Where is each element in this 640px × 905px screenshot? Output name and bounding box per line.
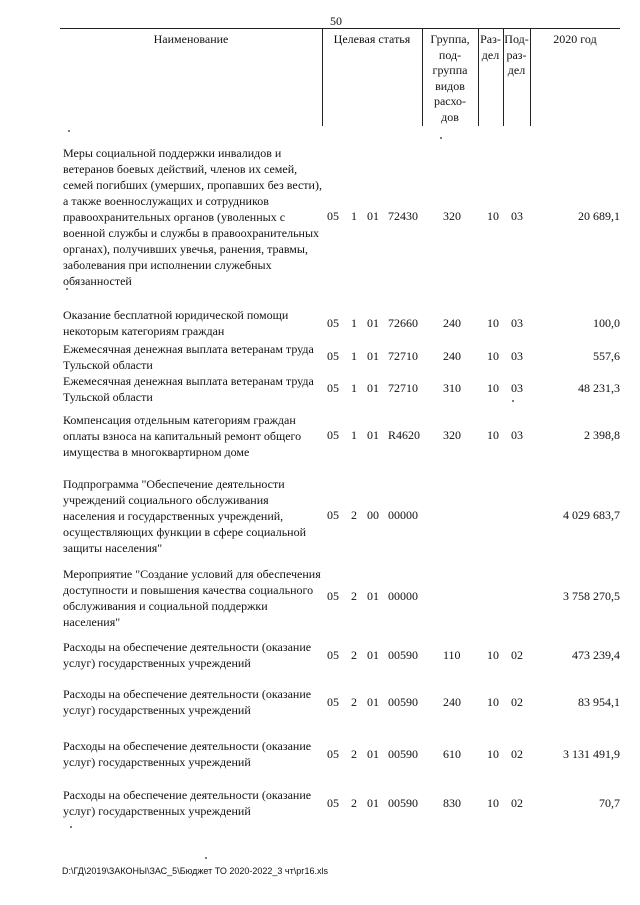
group-code: 610: [443, 747, 461, 761]
row-name: Мероприятие "Создание условий для обеспечения доступности и повышения качества социального обслуживания и социальной поддержки населения": [63, 567, 321, 629]
header-subsection: [503, 32, 530, 79]
amount: 3 758 270,5: [563, 589, 620, 603]
section-code: 10: [487, 381, 499, 395]
header-target: Целевая статья: [333, 32, 411, 46]
amount: 557,6: [593, 349, 620, 363]
code-event: 01: [367, 796, 379, 810]
code-direction: 00590: [388, 747, 418, 761]
header-group-line: Группа,: [430, 32, 470, 46]
row-name: Меры социальной поддержки инвалидов и ветеранов боевых действий, членов их семей, семей погибших (умерших, пропавших без вести), а также военнослужащих и сотрудников правоохранительных органов (уволенных с военной службы и службы в правоохранительных органах), получивших увечья, ранения, травмы, заболевания при исполнении служебных обязанностей: [63, 146, 322, 288]
code-direction: 72660: [388, 316, 418, 330]
header-group-line: группа: [432, 63, 468, 77]
scan-speck: [205, 857, 207, 859]
header-group-line: расхо-: [433, 94, 467, 108]
code-subprogram: 2: [351, 589, 357, 603]
row-name: Расходы на обеспечение деятельности (оказание услуг) государственных учреждений: [63, 739, 312, 769]
code-subprogram: 1: [351, 209, 357, 223]
code-program: 05: [327, 428, 339, 442]
code-subprogram: 1: [351, 381, 357, 395]
header-group-line: видов: [435, 78, 465, 93]
amount: 83 954,1: [578, 695, 620, 709]
row-name: Ежемесячная денежная выплата ветеранам труда Тульской области: [63, 342, 314, 372]
row-name: Расходы на обеспечение деятельности (оказание услуг) государственных учреждений: [63, 640, 312, 670]
subsection-code: 02: [511, 747, 523, 761]
row-name: Подпрограмма "Обеспечение деятельности учреждений социального обслуживания населения и государственных учреждений, осуществляющих функции в сфере социальной защиты населения": [63, 477, 307, 555]
code-direction: 00000: [388, 508, 418, 522]
header-section-line: Раз-: [480, 32, 501, 46]
row-name: Оказание бесплатной юридической помощи некоторым категориям граждан: [63, 308, 289, 338]
code-event: 01: [367, 695, 379, 709]
scan-speck: [68, 130, 70, 132]
code-program: 05: [327, 381, 339, 395]
code-subprogram: 2: [351, 508, 357, 522]
scan-speck: [70, 826, 72, 828]
code-event: 01: [367, 428, 379, 442]
subsection-code: 03: [511, 428, 523, 442]
section-code: 10: [487, 796, 499, 810]
code-direction: 72430: [388, 209, 418, 223]
subsection-code: 03: [511, 349, 523, 363]
code-subprogram: 2: [351, 695, 357, 709]
scan-speck: [66, 288, 68, 290]
code-program: 05: [327, 695, 339, 709]
header-year: 2020 год: [553, 32, 597, 46]
subsection-code: 03: [511, 209, 523, 223]
code-program: 05: [327, 209, 339, 223]
group-code: 320: [443, 428, 461, 442]
code-program: 05: [327, 508, 339, 522]
page-number: 50: [330, 14, 342, 28]
amount: 20 689,1: [578, 209, 620, 223]
header-section-line: дел: [481, 47, 500, 62]
code-direction: 72710: [388, 381, 418, 395]
header-top-border: [60, 28, 620, 29]
code-subprogram: 2: [351, 796, 357, 810]
code-direction: 00590: [388, 695, 418, 709]
section-code: 10: [487, 209, 499, 223]
code-event: 01: [367, 747, 379, 761]
subsection-code: 02: [511, 695, 523, 709]
header-name: Наименование: [153, 32, 229, 46]
code-direction: R4620: [388, 428, 421, 442]
code-subprogram: 1: [351, 349, 357, 363]
section-code: 10: [487, 747, 499, 761]
subsection-code: 02: [511, 648, 523, 662]
code-event: 01: [367, 209, 379, 223]
code-subprogram: 1: [351, 316, 357, 330]
header-subsection-line: Под-: [504, 32, 529, 46]
row-name: Расходы на обеспечение деятельности (оказание услуг) государственных учреждений: [63, 687, 312, 717]
file-path-footer: D:\ГД\2019\ЗАКОНЫ\ЗАС_5\Бюджет ТО 2020-2022_3 чт\рг16.xls: [62, 866, 329, 876]
header-subsection-line: раз-: [506, 47, 527, 62]
code-event: 01: [367, 316, 379, 330]
code-subprogram: 2: [351, 747, 357, 761]
code-program: 05: [327, 648, 339, 662]
header-group-line: под-: [438, 47, 462, 62]
code-event: 01: [367, 589, 379, 603]
header-subsection-line: дел: [507, 63, 526, 77]
amount: 48 231,3: [578, 381, 620, 395]
code-program: 05: [327, 349, 339, 363]
section-code: 10: [487, 695, 499, 709]
amount: 100,0: [593, 316, 620, 330]
scan-speck: [440, 137, 442, 139]
code-program: 05: [327, 796, 339, 810]
header-group-line: дов: [441, 109, 459, 124]
code-direction: 72710: [388, 349, 418, 363]
code-subprogram: 1: [351, 428, 357, 442]
group-code: 240: [443, 349, 461, 363]
group-code: 240: [443, 316, 461, 330]
code-event: 01: [367, 648, 379, 662]
code-event: 01: [367, 349, 379, 363]
amount: 473 239,4: [572, 648, 620, 662]
amount: 2 398,8: [584, 428, 620, 442]
amount: 4 029 683,7: [563, 508, 620, 522]
group-code: 310: [443, 381, 461, 395]
subsection-code: 03: [511, 381, 523, 395]
code-direction: 00590: [388, 648, 418, 662]
subsection-code: 02: [511, 796, 523, 810]
code-program: 05: [327, 589, 339, 603]
header-section: [478, 32, 503, 63]
amount: 3 131 491,9: [563, 747, 620, 761]
table-header: [60, 28, 620, 126]
group-code: 320: [443, 209, 461, 223]
header-group: [422, 32, 478, 125]
row-name: Ежемесячная денежная выплата ветеранам труда Тульской области: [63, 374, 314, 404]
code-event: 00: [367, 508, 379, 522]
code-subprogram: 2: [351, 648, 357, 662]
group-code: 240: [443, 695, 461, 709]
section-code: 10: [487, 428, 499, 442]
group-code: 830: [443, 796, 461, 810]
subsection-code: 03: [511, 316, 523, 330]
row-name: Расходы на обеспечение деятельности (оказание услуг) государственных учреждений: [63, 788, 312, 818]
code-direction: 00590: [388, 796, 418, 810]
section-code: 10: [487, 349, 499, 363]
section-code: 10: [487, 648, 499, 662]
amount: 70,7: [599, 796, 620, 810]
code-direction: 00000: [388, 589, 418, 603]
code-program: 05: [327, 316, 339, 330]
code-program: 05: [327, 747, 339, 761]
group-code: 110: [443, 648, 461, 662]
row-name: Компенсация отдельным категориям граждан оплаты взноса на капитальный ремонт общего имущества в многоквартирном доме: [63, 413, 302, 459]
scan-speck: [512, 400, 514, 402]
code-event: 01: [367, 381, 379, 395]
section-code: 10: [487, 316, 499, 330]
